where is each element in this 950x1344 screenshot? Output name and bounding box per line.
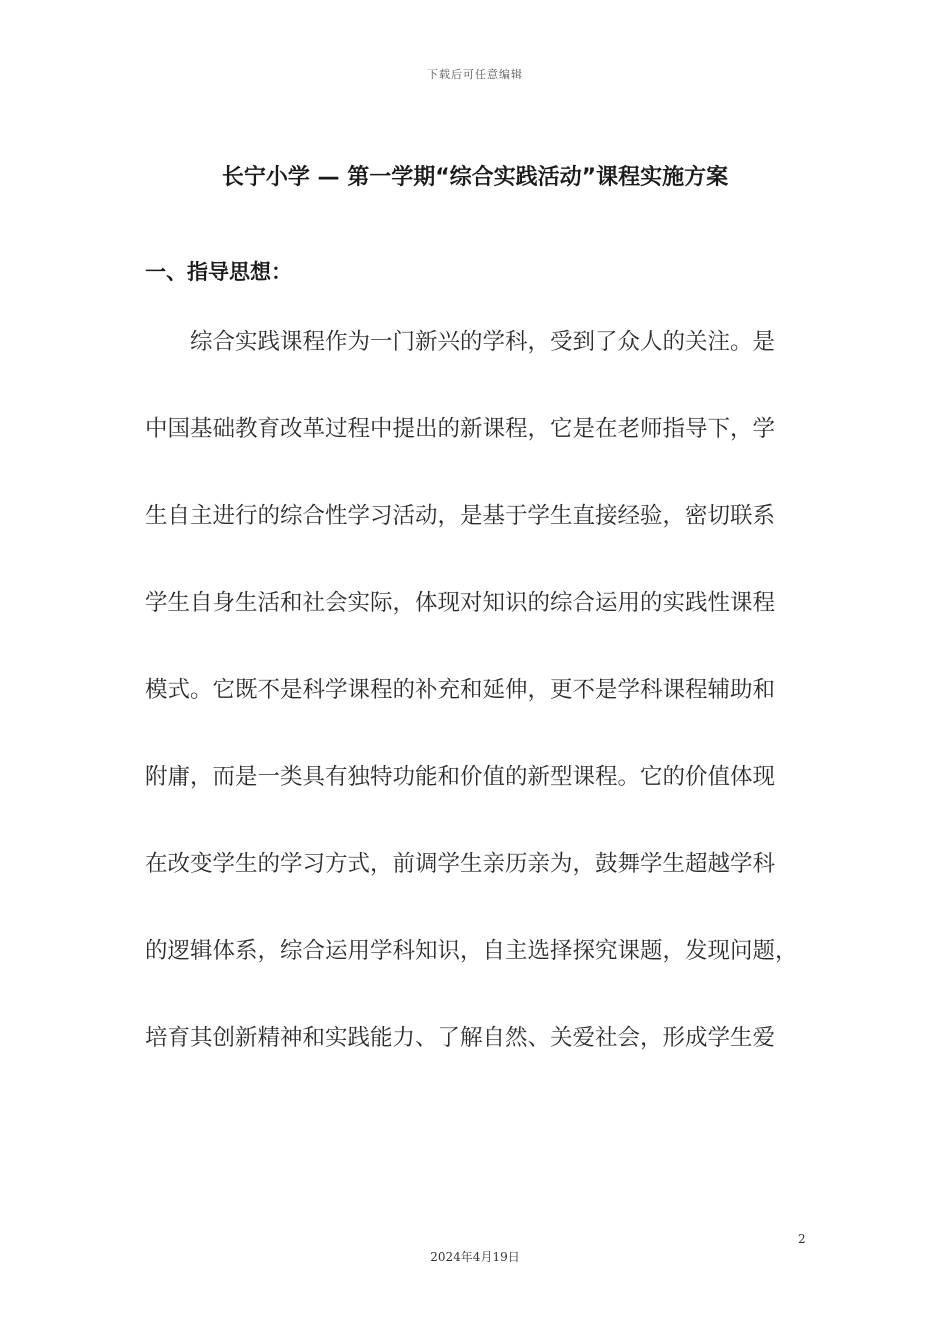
body-line: 生自主进行的综合性学习活动，是基于学生直接经验，密切联系	[145, 503, 776, 529]
body-line: 在改变学生的学习方式，前调学生亲历亲为，鼓舞学生超越学科	[145, 851, 776, 877]
body-line: 培育其创新精神和实践能力、了解自然、关爱社会，形成学生爱	[145, 1025, 776, 1051]
footer-date: 2024年4月19日	[430, 1250, 520, 1264]
header-note: 下载后可任意编辑	[427, 68, 523, 81]
section-heading: 一、指导思想：	[145, 260, 292, 284]
body-line: 的逻辑体系，综合运用学科知识，自主选择探究课题，发现问题，	[145, 938, 798, 964]
body-line: 附庸，而是一类具有独特功能和价值的新型课程。它的价值体现	[145, 764, 776, 790]
body-line: 中国基础教育改革过程中提出的新课程，它是在老师指导下，学	[145, 416, 776, 442]
body-line: 综合实践课程作为一门新兴的学科，受到了众人的关注。是	[190, 329, 776, 355]
page-number: 2	[798, 1232, 806, 1246]
body-text	[145, 326, 825, 1109]
document-title: 长宁小学 — 第一学期“综合实践活动”课程实施方案	[221, 165, 729, 190]
body-line: 模式。它既不是科学课程的补充和延伸，更不是学科课程辅助和	[145, 677, 776, 703]
body-line: 学生自身生活和社会实际，体现对知识的综合运用的实践性课程	[145, 590, 776, 616]
